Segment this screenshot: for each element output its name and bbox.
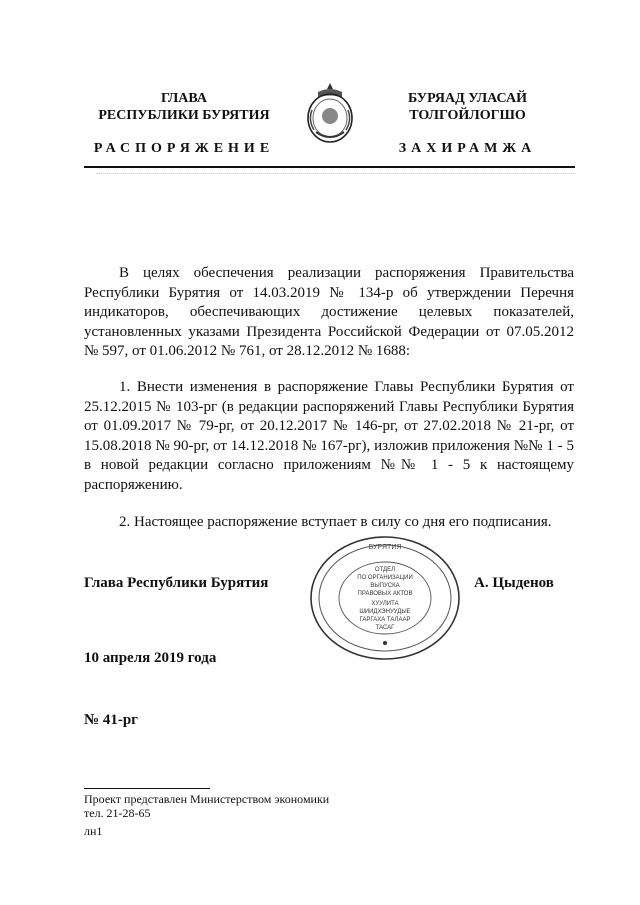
svg-text:ВЫПУСКА: ВЫПУСКА: [370, 583, 400, 589]
signatory-title: Глава Республики Бурятия: [84, 575, 269, 591]
paragraph-1-text: В целях обеспечения реализации распоряжения Правительства Республики Бурятия от 14.03.2019 № 134-р об утверждении Перечня индикаторов, обеспечивающих достижение целевых показателей, установленных указами Президента Российской Федерации от 07.05.2012 № 597, от 01.06.2012 № 761, от 28.12.2012 № 1688:: [84, 265, 574, 359]
doc-type-left: РАСПОРЯЖЕНИЕ: [93, 141, 275, 156]
body-paragraph-3: [84, 513, 574, 533]
svg-text:ШИИДХЭНУУДЫЕ: ШИИДХЭНУУДЫЕ: [359, 609, 411, 615]
paragraph-2-text: 1. Внести изменения в распоряжение Главы Республики Бурятия от 25.12.2015 № 103-рг (в редакции распоряжений Главы Республики Бурятия от 01.09.2017 № 79-рг, от 20.12.2017 № 146-рг, от 27.02.2018 № 21-рг, от 15.08.2018 № 90-рг, от 14.12.2018 № 167-рг), изложив приложения №№ 1 - 5 в новой редакции согласно приложениям №№ 1 - 5 к настоящему распоряжению.: [84, 379, 574, 493]
footer-note: Проект представлен Министерством экономики: [84, 792, 330, 806]
svg-text:ГАРГАХА ТАЛААР: ГАРГАХА ТАЛААР: [359, 617, 411, 623]
svg-text:ХУУЛИТА: ХУУЛИТА: [371, 601, 399, 607]
header-right-line1: БУРЯАД УЛАСАЙ: [408, 91, 527, 106]
svg-text:ПО ОРГАНИЗАЦИИ: ПО ОРГАНИЗАЦИИ: [357, 575, 413, 581]
header-right-line2: ТОЛГОЙЛОГШО: [409, 108, 526, 123]
header-left-line1: ГЛАВА: [161, 91, 207, 106]
body-paragraph-2: [84, 378, 574, 495]
seal-center-text: [357, 567, 413, 631]
paragraph-3-text: 2. Настоящее распоряжение вступает в силу со дня его подписания.: [119, 514, 552, 530]
document-number: № 41-рг: [84, 712, 138, 728]
document-date: 10 апреля 2019 года: [84, 650, 217, 666]
header-right-block: [380, 90, 555, 124]
header-divider: [84, 166, 575, 168]
signatory-name: А. Цыденов: [474, 575, 554, 591]
republic-emblem-icon: [298, 80, 362, 146]
body-paragraph-1: [84, 264, 574, 362]
doc-type-right: ЗАХИРАМЖА: [398, 141, 537, 156]
header-dotted-divider: [96, 173, 576, 176]
svg-text:ОТДЕЛ: ОТДЕЛ: [374, 567, 396, 573]
footer-phone: тел. 21-28-65: [84, 806, 151, 820]
footer-divider: [84, 788, 210, 789]
header-left-block: [84, 90, 284, 124]
seal-ring-text: БУРЯТИЯ: [368, 544, 402, 551]
official-seal-icon: [305, 533, 465, 663]
svg-text:ТАСАГ: ТАСАГ: [375, 625, 395, 631]
header-left-line2: РЕСПУБЛИКИ БУРЯТИЯ: [98, 108, 270, 123]
svg-text:ПРАВОВЫХ АКТОВ: ПРАВОВЫХ АКТОВ: [357, 591, 413, 597]
footer-initials: лн1: [84, 824, 103, 838]
